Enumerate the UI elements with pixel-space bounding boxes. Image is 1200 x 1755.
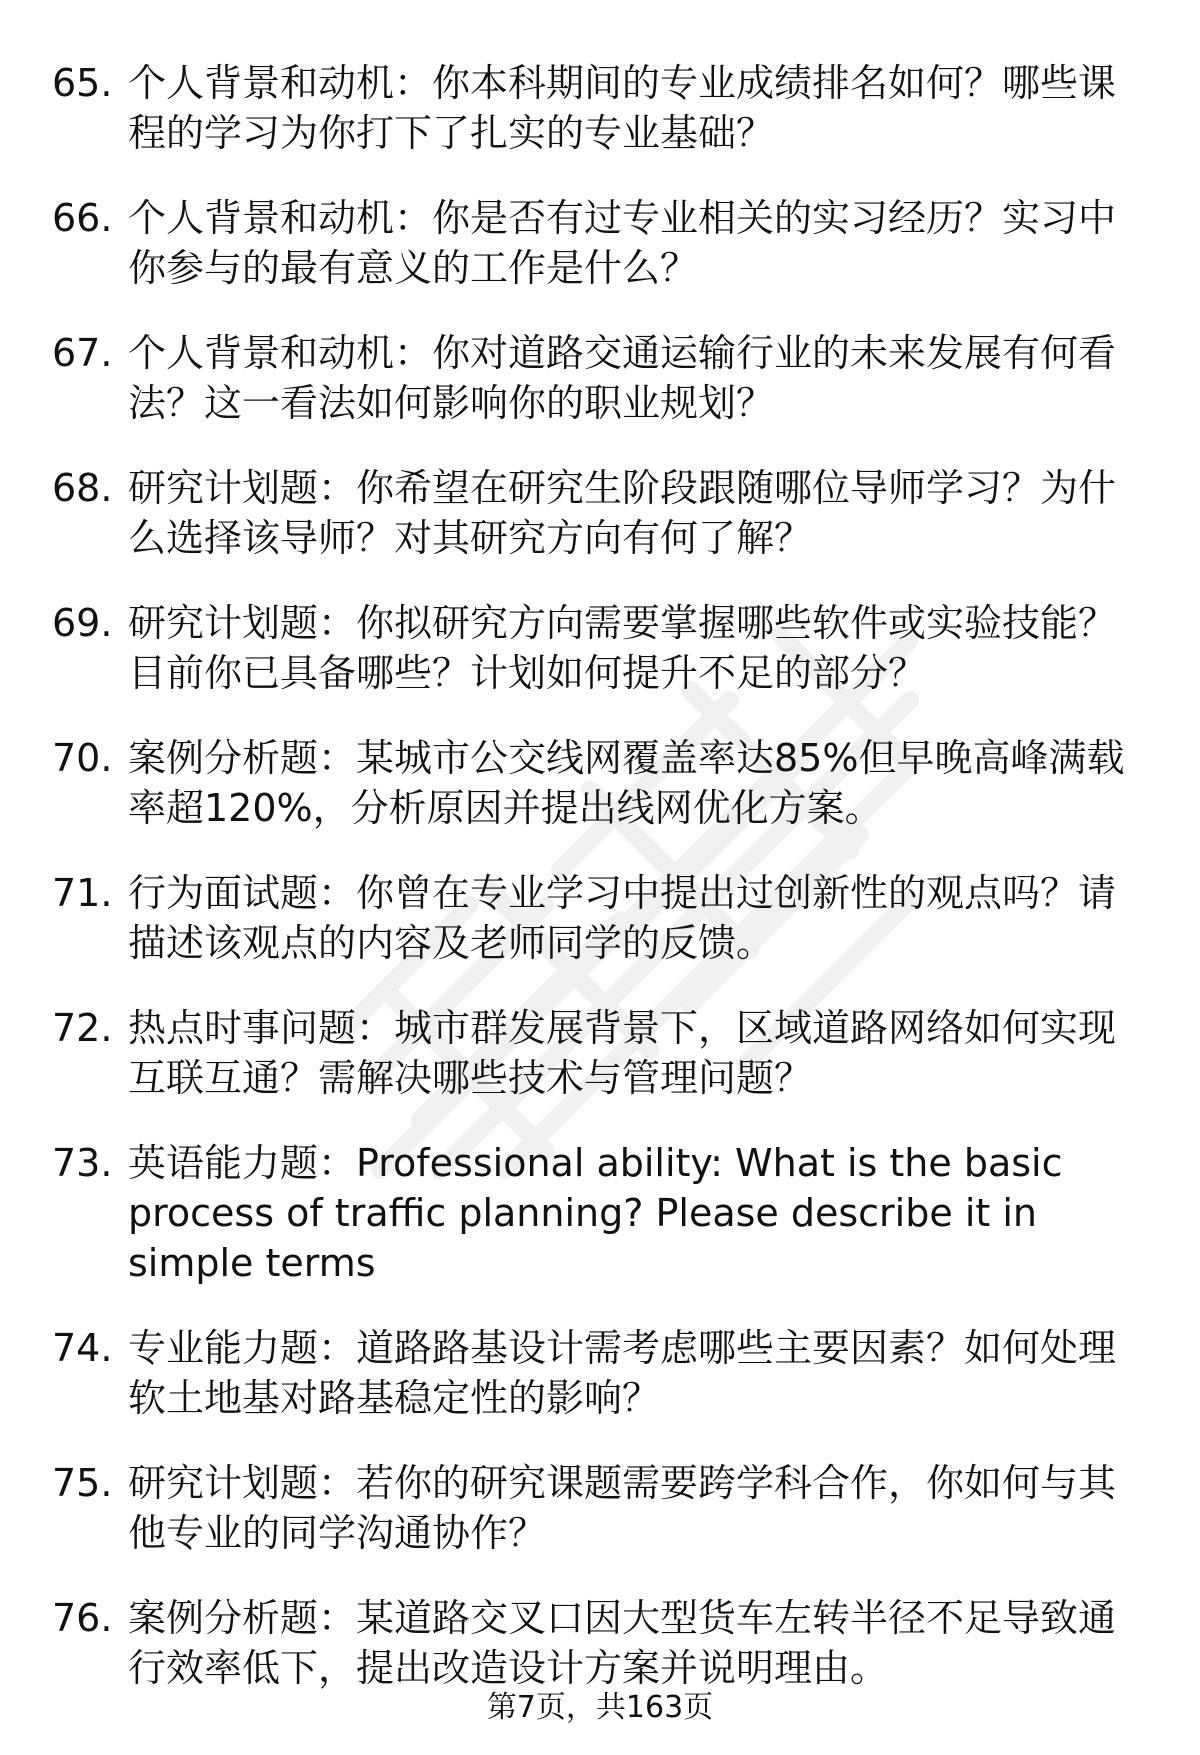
question-number: 72.	[52, 1006, 113, 1050]
list-item	[52, 733, 1152, 833]
question-number: 76.	[52, 1596, 113, 1640]
list-item	[52, 328, 1152, 428]
question-number: 70.	[52, 736, 113, 780]
question-number: 71.	[52, 871, 113, 915]
question-number: 75.	[52, 1461, 113, 1505]
question-text: 个人背景和动机：你是否有过专业相关的实习经历？实习中你参与的最有意义的工作是什么？	[128, 196, 1117, 290]
question-text: 研究计划题：你希望在研究生阶段跟随哪位导师学习？为什么选择该导师？对其研究方向有何了解？	[128, 466, 1117, 560]
question-number: 67.	[52, 331, 113, 375]
question-text: 英语能力题：Professional ability: What is the basic process of traffic planning? Please describe it in simple terms	[128, 1141, 1063, 1285]
question-number: 74.	[52, 1326, 113, 1370]
question-text: 行为面试题：你曾在专业学习中提出过创新性的观点吗？请描述该观点的内容及老师同学的反馈。	[128, 871, 1117, 965]
list-item	[52, 463, 1152, 563]
question-list	[52, 58, 1152, 1693]
question-text: 个人背景和动机：你对道路交通运输行业的未来发展有何看法？这一看法如何影响你的职业规划？	[128, 331, 1117, 425]
question-number: 73.	[52, 1141, 113, 1185]
question-text: 热点时事问题：城市群发展背景下，区域道路网络如何实现互联互通？需解决哪些技术与管理问题？	[128, 1006, 1117, 1100]
question-text: 研究计划题：你拟研究方向需要掌握哪些软件或实验技能？目前你已具备哪些？计划如何提升不足的部分？	[128, 601, 1117, 695]
list-item	[52, 1593, 1152, 1693]
question-number: 66.	[52, 196, 113, 240]
list-item	[52, 193, 1152, 293]
list-item	[52, 58, 1152, 158]
question-text: 个人背景和动机：你本科期间的专业成绩排名如何？哪些课程的学习为你打下了扎实的专业基础？	[128, 61, 1117, 155]
question-text: 案例分析题：某道路交叉口因大型货车左转半径不足导致通行效率低下，提出改造设计方案并说明理由。	[128, 1596, 1117, 1690]
list-item	[52, 1003, 1152, 1103]
question-number: 69.	[52, 601, 113, 645]
question-text: 案例分析题：某城市公交线网覆盖率达85%但早晚高峰满载率超120%，分析原因并提出线网优化方案。	[128, 736, 1125, 830]
question-text: 专业能力题：道路路基设计需考虑哪些主要因素？如何处理软土地基对路基稳定性的影响？	[128, 1326, 1117, 1420]
list-item	[52, 868, 1152, 968]
list-item	[52, 1458, 1152, 1558]
question-text: 研究计划题：若你的研究课题需要跨学科合作，你如何与其他专业的同学沟通协作？	[128, 1461, 1117, 1555]
list-item	[52, 1323, 1152, 1423]
page-footer: 第7页，共163页	[486, 1690, 714, 1725]
question-number: 65.	[52, 61, 113, 105]
question-number: 68.	[52, 466, 113, 510]
list-item	[52, 598, 1152, 698]
list-item	[52, 1138, 1152, 1288]
